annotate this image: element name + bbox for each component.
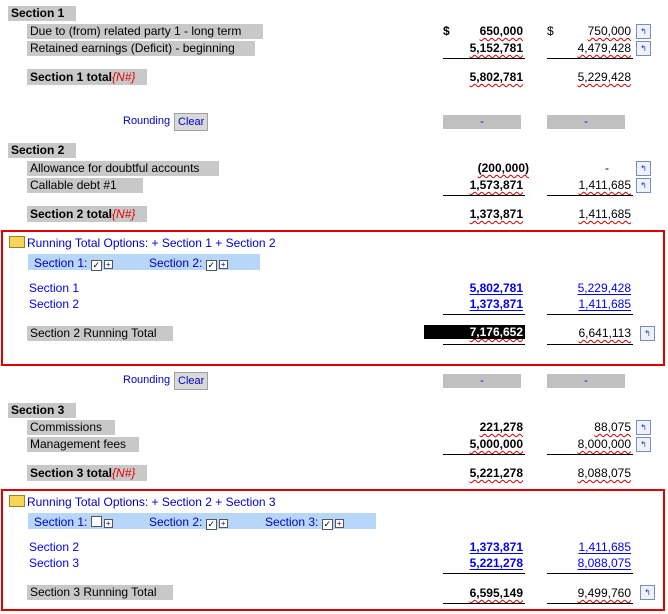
sum-rule [443, 454, 525, 455]
value-a: (200,000) [477, 161, 529, 175]
row-label: Retained earnings (Deficit) - beginning [27, 41, 255, 56]
rounding-b[interactable]: - [547, 115, 625, 129]
running-total-label: Section 2 Running Total [27, 326, 173, 341]
section-1-title: Section 1 [8, 6, 76, 21]
section-1-checkbox[interactable]: ✓ [92, 260, 100, 270]
option-section-1: Section 1: + [34, 515, 113, 529]
section-3-title: Section 3 [8, 403, 76, 418]
row-label: Management fees [27, 437, 139, 452]
running-line-a[interactable]: 1,373,871 [469, 297, 523, 311]
option-section-1: Section 1: ✓ + [34, 256, 113, 271]
section-3-total-b: 8,088,075 [577, 466, 631, 480]
section-2-checkbox[interactable]: ✓ [207, 260, 215, 270]
value-b: 1,411,685 [578, 178, 631, 192]
section-3-total-a: 5,221,278 [469, 466, 523, 480]
rounding-link[interactable]: Rounding [123, 374, 171, 386]
folder-icon [9, 495, 25, 507]
section-2-checkbox[interactable]: ✓ [207, 519, 215, 529]
edit-icon[interactable]: ↰ [636, 41, 651, 56]
plus-icon[interactable]: + [219, 260, 228, 269]
value-a: 1,573,871 [469, 178, 523, 192]
value-a: $ 650,000 [443, 24, 523, 38]
edit-icon[interactable]: ↰ [636, 437, 651, 452]
running-line-label: Section 2 [29, 297, 80, 311]
sum-rule [443, 314, 525, 315]
option-section-2: Section 2: ✓ + [149, 256, 228, 271]
edit-icon[interactable]: ↰ [636, 161, 651, 176]
running-total-label: Section 3 Running Total [27, 585, 173, 600]
rounding-a[interactable]: - [443, 374, 521, 388]
running-total-options-title[interactable]: Running Total Options: + Section 2 + Section 3 [9, 495, 276, 509]
sum-rule [547, 573, 633, 574]
plus-icon[interactable]: + [335, 519, 344, 528]
total-rule [547, 344, 633, 345]
option-section-2: Section 2: ✓ + [149, 515, 228, 530]
rounding-b[interactable]: - [547, 374, 625, 388]
clear-button[interactable]: Clear [174, 372, 208, 390]
value-a: 221,278 [479, 420, 523, 434]
running-line-a[interactable]: 5,802,781 [469, 281, 523, 295]
edit-icon[interactable]: ↰ [636, 420, 651, 435]
running-line-b[interactable]: 8,088,075 [577, 556, 631, 570]
total-rule [443, 603, 525, 604]
sum-rule [547, 195, 633, 196]
running-line-label: Section 1 [29, 281, 80, 295]
running-line-b[interactable]: 1,411,685 [578, 540, 631, 554]
total-rule [443, 344, 525, 345]
running-total-a[interactable]: 7,176,652 [424, 325, 525, 339]
value-a: 5,000,000 [469, 437, 523, 451]
value-b: 88,075 [594, 420, 631, 434]
row-label: Allowance for doubtful accounts [27, 161, 219, 176]
value-a: 5,152,781 [469, 41, 523, 55]
sum-rule [443, 195, 525, 196]
edit-icon[interactable]: ↰ [640, 585, 655, 600]
total-rule [547, 603, 633, 604]
section-2-title: Section 2 [8, 143, 76, 158]
plus-icon[interactable]: + [104, 519, 113, 528]
option-section-3: Section 3: ✓ + [265, 515, 344, 530]
value-b: - [605, 161, 609, 175]
row-label: Callable debt #1 [27, 178, 143, 193]
running-line-b[interactable]: 1,411,685 [578, 297, 631, 311]
running-total-a: 6,595,149 [469, 586, 523, 600]
section-2-total-b: 1,411,685 [578, 207, 631, 221]
section-1-total-label: Section 1 total{N#} [27, 69, 147, 85]
rounding-link[interactable]: Rounding [123, 115, 171, 127]
section-2-total-a: 1,373,871 [469, 207, 523, 221]
rounding-a[interactable]: - [443, 115, 521, 129]
running-total-b: 6,641,113 [578, 326, 631, 340]
row-label: Commissions [27, 420, 115, 435]
value-b: 4,479,428 [577, 41, 631, 55]
section-2-total-label: Section 2 total{N#} [27, 206, 147, 222]
section-1-checkbox[interactable] [91, 516, 102, 527]
plus-icon[interactable]: + [104, 260, 113, 269]
running-line-label: Section 3 [29, 556, 80, 570]
running-total-b: 9,499,760 [577, 586, 631, 600]
running-line-a[interactable]: 1,373,871 [469, 540, 523, 554]
row-label: Due to (from) related party 1 - long term [27, 24, 263, 39]
sum-rule [547, 314, 633, 315]
section-1-total-a: 5,802,781 [469, 70, 523, 84]
sum-rule [443, 58, 525, 59]
running-line-b[interactable]: 5,229,428 [577, 281, 631, 295]
sum-rule [443, 573, 525, 574]
running-line-a[interactable]: 5,221,278 [469, 556, 523, 570]
section-1-total-b: 5,229,428 [577, 70, 631, 84]
edit-icon[interactable]: ↰ [636, 178, 651, 193]
plus-icon[interactable]: + [219, 519, 228, 528]
value-b: $ 750,000 [547, 24, 631, 38]
value-b: 8,000,000 [577, 437, 631, 451]
sum-rule [547, 58, 633, 59]
sum-rule [547, 454, 633, 455]
clear-button[interactable]: Clear [174, 113, 208, 131]
folder-icon [9, 236, 25, 248]
section-3-total-label: Section 3 total{N#} [27, 465, 147, 481]
section-3-checkbox[interactable]: ✓ [323, 519, 331, 529]
edit-icon[interactable]: ↰ [640, 326, 655, 341]
edit-icon[interactable]: ↰ [636, 24, 651, 39]
running-line-label: Section 2 [29, 540, 80, 554]
running-total-options-title[interactable]: Running Total Options: + Section 1 + Section 2 [9, 236, 276, 250]
